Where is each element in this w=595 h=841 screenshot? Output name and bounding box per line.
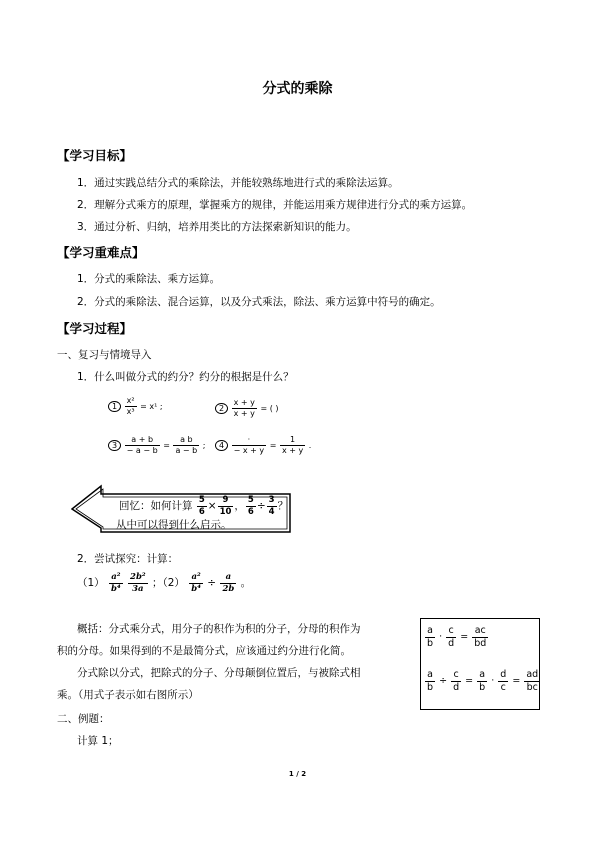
recall-callout [71,483,292,535]
question-2: 2．尝试探究：计算： [77,553,179,565]
fraction-denominator: 6 [198,506,205,517]
fraction-numerator: c [446,625,456,638]
separator: ；（2） [151,577,185,589]
fraction-numerator: a² [189,572,203,584]
fraction-denominator: 3a [132,583,144,594]
circled-number: 1 [108,401,121,412]
fraction-denominator: x + y [281,446,304,455]
fraction-numerator: c [451,669,461,682]
fraction-numerator: 5 [198,495,205,505]
fraction-numerator: a [220,572,236,584]
fraction-numerator: d [500,669,507,680]
callout-prefix: 回忆：如何计算 [119,500,193,512]
fraction-numerator: x² [126,396,135,405]
operator: ÷ [439,675,448,687]
operator: ÷ [207,577,217,589]
equals-sign: = [163,441,170,450]
fraction-numerator: · [232,435,267,446]
punctuation: 。 [240,577,252,589]
key-item-1: 1．分式的乘除法、乘方运算。 [77,273,221,285]
fraction-numerator: ac [472,625,488,638]
equals-sign: = [269,441,277,450]
fraction-numerator: a [425,625,435,638]
fraction-denominator: b [427,637,434,649]
fraction-denominator: bc [526,681,538,693]
fraction-denominator: 6 [247,506,254,517]
fraction-numerator: 3 [268,495,275,505]
circled-number: 3 [108,440,121,451]
equation-3 [108,435,205,456]
fraction-denominator: x + y [233,409,255,418]
fraction-denominator: bd [474,637,487,649]
fraction-denominator: b⁴ [111,583,121,594]
equation-4 [215,435,311,456]
calc-1: 计算 1； [77,735,119,747]
equals-sign: = [460,631,469,643]
equals-sign: = [465,675,474,687]
process-heading: 【学习过程】 [57,321,133,336]
goal-item-3: 3．通过分析、归纳，培养用类比的方法探索新知识的能力。 [77,221,357,233]
fraction-denominator: d [448,637,455,649]
try-expressions [77,572,251,594]
fraction-denominator: b [479,681,486,693]
operator: × [207,500,217,512]
part2-heading: 二、例题： [57,713,110,725]
fraction-denominator: a − b [175,446,198,455]
summary-line-1: 概括：分式乘分式，用分子的积作为积的分子，分母的积作为 [77,623,361,635]
equation-1 [108,396,163,417]
fraction-numerator: 1 [280,435,305,446]
fraction-numerator: 2b² [130,572,146,582]
circled-number: 4 [215,440,228,451]
key-item-2: 2．分式的乘除法、混合运算，以及分式乘法，除法、乘方运算中符号的确定。 [77,296,441,308]
equation-2 [215,398,278,419]
summary-line-4: 乘。（用式子表示如右图所示） [57,689,199,701]
goal-item-2: 2．理解分式乘方的原理，掌握乘方的规律，并能运用乘方规律进行分式的乘方运算。 [77,199,473,211]
goals-heading: 【学习目标】 [57,148,133,163]
fraction-numerator: ad [526,669,539,680]
rule-multiply [424,625,489,649]
circled-number: 2 [215,403,228,414]
fraction-numerator: a [477,669,487,682]
fraction-denominator: c [500,681,506,693]
fraction-denominator: b [427,681,434,693]
page-number: 1 / 2 [288,770,307,778]
key-heading: 【学习重难点】 [57,245,145,260]
equals-sign: = [512,675,521,687]
fraction-numerator: a² [109,572,123,584]
punctuation: ？ [277,500,289,512]
fraction-denominator: − x + y [233,446,265,455]
fraction-denominator: x³ [126,407,135,416]
fraction-denominator: 2b [222,583,235,594]
punctuation: . [308,441,312,450]
punctuation: ; [202,441,206,450]
operator: · [491,675,495,687]
fraction-numerator: 9 [218,495,234,507]
part1-heading: 一、复习与情境导入 [57,349,152,361]
fraction-numerator: a + b [125,435,160,446]
fraction-numerator: a [425,669,435,682]
operator: ÷ [256,500,266,512]
page-title: 分式的乘除 [262,81,333,97]
fraction-denominator: 10 [219,506,232,517]
fraction-numerator: a b [173,435,199,446]
summary-line-3: 分式除以分式，把除式的分子、分母颠倒位置后，与被除式相 [77,667,361,679]
part-label: （1） [77,577,105,589]
separator: ， [234,500,245,512]
rule-box [420,618,540,710]
fraction-numerator: 5 [247,495,254,505]
fraction-denominator: b⁴ [191,583,201,594]
callout-line-2: 从中可以得到什么启示。 [116,519,232,531]
fraction-denominator: 4 [268,506,275,517]
operator: · [439,631,443,643]
fraction-denominator: d [453,681,460,693]
question-1: 1．什么叫做分式的约分？约分的根据是什么？ [77,371,294,383]
callout-line-1 [119,495,288,517]
fraction-numerator: x + y [233,398,255,407]
fraction-denominator: − a − b [126,446,158,455]
equation-rhs: = x¹ ; [140,402,163,411]
goal-item-1: 1．通过实践总结分式的乘除法，并能较熟练地进行式的乘除法运算。 [77,177,399,189]
equation-rhs: = ( ) [260,404,279,413]
summary-line-2: 积的分母。如果得到的不是最简分式，应该通过约分进行化简。 [57,645,351,657]
rule-divide [424,669,541,693]
